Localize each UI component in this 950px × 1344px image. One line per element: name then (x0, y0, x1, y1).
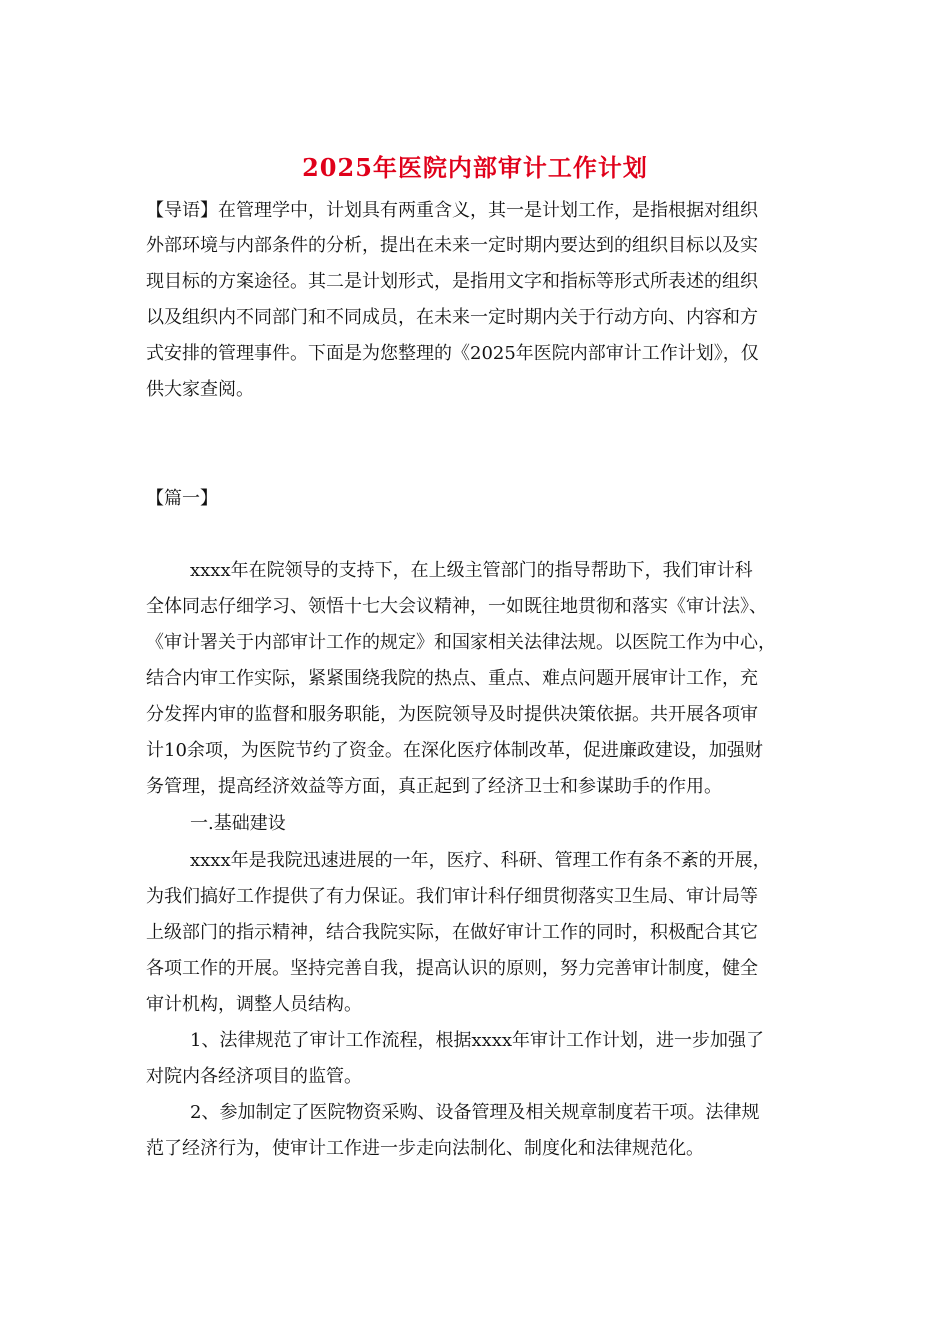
paragraph-line: 结合内审工作实际，紧紧围绕我院的热点、重点、难点问题开展审计工作，充 (146, 668, 758, 689)
document-title: 2025年医院内部审计工作计划 (302, 153, 648, 182)
paragraph-line: 务管理，提高经济效益等方面，真正起到了经济卫士和参谋助手的作用。 (146, 776, 722, 797)
paragraph-line: 全体同志仔细学习、领悟十七大会议精神，一如既往地贯彻和落实《审计法》、 (146, 596, 767, 617)
intro-line: 现目标的方案途径。其二是计划形式，是指用文字和指标等形式所表述的组织 (146, 271, 758, 292)
paragraph-line: 分发挥内审的监督和服务职能，为医院领导及时提供决策依据。共开展各项审 (146, 704, 758, 725)
list-item-line: 2、参加制定了医院物资采购、设备管理及相关规章制度若干项。法律规 (190, 1102, 760, 1123)
intro-line: 外部环境与内部条件的分析，提出在未来一定时期内要达到的组织目标以及实 (146, 235, 758, 256)
list-item-line: 1、法律规范了审计工作流程，根据xxxx年审计工作计划，进一步加强了 (190, 1030, 765, 1051)
intro-line: 式安排的管理事件。下面是为您整理的《2025年医院内部审计工作计划》，仅 (146, 343, 759, 364)
list-item-line: 对院内各经济项目的监管。 (146, 1066, 362, 1087)
list-item-line: 范了经济行为，使审计工作进一步走向法制化、制度化和法律规范化。 (146, 1138, 704, 1159)
paragraph-line: 《审计署关于内部审计工作的规定》和国家相关法律法规。以医院工作为中心， (146, 632, 776, 653)
paragraph-line: xxxx年在院领导的支持下，在上级主管部门的指导帮助下，我们审计科 (190, 560, 753, 581)
paragraph-line: xxxx年是我院迅速进展的一年，医疗、科研、管理工作有条不紊的开展， (190, 850, 771, 871)
paragraph-line: 计10余项，为医院节约了资金。在深化医疗体制改革，促进廉政建设，加强财 (146, 740, 763, 761)
paragraph-line: 各项工作的开展。坚持完善自我，提高认识的原则，努力完善审计制度，健全 (146, 958, 758, 979)
paragraph-line: 审计机构，调整人员结构。 (146, 994, 362, 1015)
intro-line: 以及组织内不同部门和不同成员，在未来一定时期内关于行动方向、内容和方 (146, 307, 758, 328)
paragraph-line: 为我们搞好工作提供了有力保证。我们审计科仔细贯彻落实卫生局、审计局等 (146, 886, 758, 907)
paragraph-line: 上级部门的指示精神，结合我院实际，在做好审计工作的同时，积极配合其它 (146, 922, 758, 943)
intro-line: 供大家查阅。 (146, 379, 254, 400)
intro-line: 【导语】在管理学中，计划具有两重含义，其一是计划工作，是指根据对组织 (146, 200, 758, 221)
section-heading: 一.基础建设 (190, 813, 286, 834)
section-label: 【篇一】 (146, 488, 218, 509)
